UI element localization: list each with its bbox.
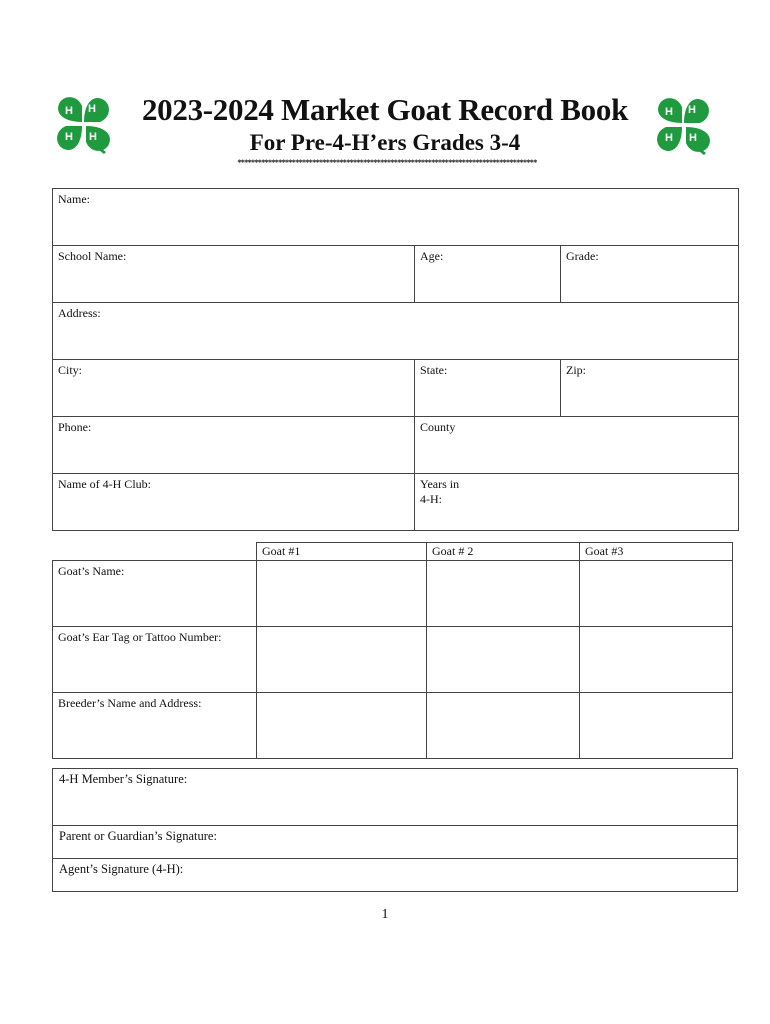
goat-1-ear-tag-field[interactable]: [257, 627, 427, 693]
personal-info-table: [52, 188, 739, 531]
name-field[interactable]: [53, 189, 739, 246]
county-label: County: [420, 420, 456, 434]
county-field[interactable]: [415, 417, 739, 474]
phone-label: Phone:: [58, 420, 92, 434]
city-label: City:: [58, 363, 83, 377]
goat-2-header: Goat # 2: [427, 543, 580, 561]
club-field[interactable]: [53, 474, 415, 531]
page-number: 1: [381, 907, 389, 922]
member-signature-label: 4-H Member’s Signature:: [59, 772, 188, 786]
school-name-field[interactable]: [53, 246, 415, 303]
state-label: State:: [420, 363, 448, 377]
goat-3-ear-tag-field[interactable]: [580, 627, 733, 693]
years-in-4h-field[interactable]: [415, 474, 739, 531]
goat-ear-tag-label: Goat’s Ear Tag or Tattoo Number:: [53, 627, 257, 693]
svg-text:H: H: [665, 106, 673, 118]
address-label: Address:: [58, 306, 101, 320]
page-subtitle: For Pre-4-H’ers Grades 3-4: [249, 130, 521, 155]
goat-1-breeder-field[interactable]: [257, 693, 427, 759]
goat-2-ear-tag-field[interactable]: [427, 627, 580, 693]
club-label: Name of 4-H Club:: [58, 477, 151, 491]
years-label-line1: Years in: [420, 477, 460, 491]
name-label: Name:: [58, 192, 90, 206]
agent-signature-field[interactable]: [53, 859, 738, 892]
years-label-line2: 4-H:: [420, 492, 442, 506]
svg-text:H: H: [688, 104, 696, 116]
parent-signature-label: Parent or Guardian’s Signature:: [59, 829, 217, 843]
svg-text:H: H: [689, 132, 697, 144]
svg-text:H: H: [88, 103, 96, 115]
goat-info-table: [52, 542, 733, 759]
svg-text:H: H: [665, 132, 673, 144]
grade-field[interactable]: [561, 246, 739, 303]
school-name-label: School Name:: [58, 249, 127, 263]
goat-2-breeder-field[interactable]: [427, 693, 580, 759]
svg-text:H: H: [65, 105, 73, 117]
phone-field[interactable]: [53, 417, 415, 474]
member-signature-field[interactable]: [53, 769, 738, 826]
goat-header-blank: [53, 543, 257, 561]
signature-table: [52, 768, 738, 892]
zip-field[interactable]: [561, 360, 739, 417]
svg-text:H: H: [89, 131, 97, 143]
city-field[interactable]: [53, 360, 415, 417]
zip-label: Zip:: [566, 363, 586, 377]
agent-signature-label: Agent’s Signature (4-H):: [59, 862, 184, 876]
grade-label: Grade:: [566, 249, 599, 263]
age-label: Age:: [420, 249, 444, 263]
goat-3-name-field[interactable]: [580, 561, 733, 627]
star-divider: ****************************************************************************************: [237, 158, 537, 167]
breeder-label: Breeder’s Name and Address:: [53, 693, 257, 759]
goat-name-label: Goat’s Name:: [53, 561, 257, 627]
parent-signature-field[interactable]: [53, 826, 738, 859]
goat-1-name-field[interactable]: [257, 561, 427, 627]
address-field[interactable]: [53, 303, 739, 360]
svg-text:H: H: [65, 131, 73, 143]
goat-3-header: Goat #3: [580, 543, 733, 561]
age-field[interactable]: [415, 246, 561, 303]
page-title: 2023-2024 Market Goat Record Book: [141, 92, 629, 127]
state-field[interactable]: [415, 360, 561, 417]
goat-3-breeder-field[interactable]: [580, 693, 733, 759]
goat-1-header: Goat #1: [257, 543, 427, 561]
goat-2-name-field[interactable]: [427, 561, 580, 627]
